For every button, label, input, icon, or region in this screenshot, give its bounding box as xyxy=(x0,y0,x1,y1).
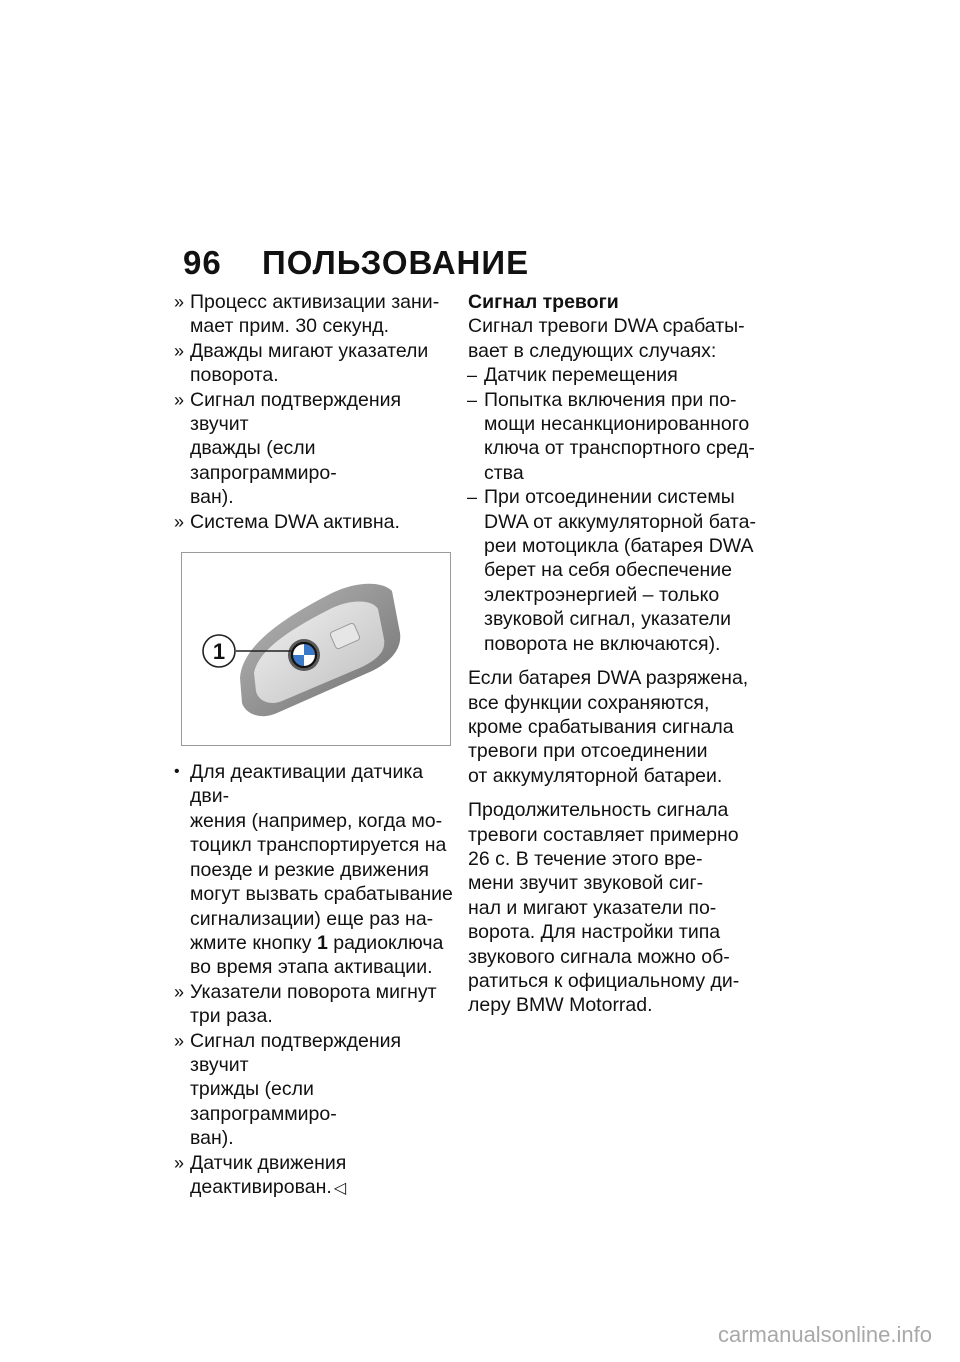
instruction-line: сигнализации) еще раз на- xyxy=(190,907,434,930)
instruction-line: поезде и резкие движения xyxy=(190,858,429,881)
list-item-line: ства xyxy=(484,461,524,484)
battery-paragraph xyxy=(468,666,768,788)
list-item-line: Дважды мигают указатели xyxy=(190,339,429,362)
list-item-line: поворота не включаются). xyxy=(484,632,721,655)
list-item-line: берет на себя обеспечение xyxy=(484,559,732,582)
list-item-line: Датчик перемещения xyxy=(484,364,678,387)
result-step xyxy=(174,1029,464,1151)
list-marker: » xyxy=(174,389,185,410)
list-item-line: трижды (если запрограммиро- xyxy=(190,1078,337,1125)
paragraph-line: 26 с. В течение этого вре- xyxy=(468,847,703,870)
list-marker: – xyxy=(467,365,478,386)
right-column xyxy=(468,290,768,1018)
deactivation-instruction xyxy=(174,760,464,980)
result-step xyxy=(174,290,464,339)
list-item-line: Указатели поворота мигнут xyxy=(190,980,437,1003)
instruction-line: Для деактивации датчика дви- xyxy=(190,761,424,808)
instruction-line: жения (например, когда мо- xyxy=(190,809,443,832)
list-item-line: Сигнал подтверждения звучит xyxy=(190,1029,402,1076)
key-fob-figure xyxy=(181,552,451,746)
intro-line: Сигнал тревоги DWA срабаты- xyxy=(468,315,745,338)
list-item-line: мает прим. 30 секунд. xyxy=(190,315,390,338)
list-item-line: Датчик движения xyxy=(190,1151,347,1174)
list-item-line: DWA от аккумуляторной бата- xyxy=(484,510,756,533)
list-marker: » xyxy=(174,340,185,361)
paragraph-line: ратиться к официальному ди- xyxy=(468,969,740,992)
list-item-line: Сигнал подтверждения звучит xyxy=(190,388,402,436)
list-item-line: При отсоединении системы xyxy=(484,486,735,509)
duration-paragraph xyxy=(468,798,768,1018)
alarm-case xyxy=(468,485,768,656)
paragraph-line: кроме срабатывания сигнала xyxy=(468,715,734,738)
list-marker: » xyxy=(174,1030,185,1051)
paragraph-line: от аккумуляторной батареи. xyxy=(468,764,723,787)
button-reference: 1 xyxy=(316,931,328,954)
bullet-marker: • xyxy=(174,763,180,781)
list-item-line: деактивирован. ◁ xyxy=(190,1175,347,1198)
list-marker: – xyxy=(467,389,478,410)
callout-label: 1 xyxy=(212,639,226,665)
list-marker: » xyxy=(174,511,185,532)
alarm-intro xyxy=(468,314,768,363)
paragraph-line: нал и мигают указатели по- xyxy=(468,896,717,919)
list-marker: » xyxy=(174,1152,185,1173)
paragraph-line: тревоги при отсоединении xyxy=(468,740,708,763)
result-step xyxy=(174,980,464,1029)
instruction-text xyxy=(190,760,464,931)
result-step xyxy=(174,388,464,510)
paragraph-line: звукового сигнала можно об- xyxy=(468,945,730,968)
left-column xyxy=(174,290,464,1201)
list-item-line: Попытка включения при по- xyxy=(484,388,737,411)
list-item-line: ван). xyxy=(190,1127,234,1150)
paragraph-line: ворота. Для настройки типа xyxy=(468,921,721,944)
list-item-line: мощи несанкционированного xyxy=(484,413,750,436)
page-title: ПОЛЬЗОВАНИЕ xyxy=(262,244,530,281)
alarm-cases-list xyxy=(468,363,768,656)
list-marker: – xyxy=(467,487,478,508)
instruction-button-line: жмите кнопку 1 радиоключа xyxy=(190,931,444,954)
list-marker: » xyxy=(174,981,185,1002)
end-of-section-icon: ◁ xyxy=(333,1179,347,1197)
list-item-line: Система DWA активна. xyxy=(190,510,400,533)
list-item-line: звуковой сигнал, указатели xyxy=(484,608,731,631)
list-item-line: дважды (если запрограммиро- xyxy=(190,437,337,484)
paragraph-line: тревоги составляет примерно xyxy=(468,823,739,846)
list-item-line: электроэнергией – только xyxy=(484,583,720,606)
intro-line: вает в следующих случаях: xyxy=(468,339,717,362)
list-item-line: реи мотоцикла (батарея DWA xyxy=(484,535,754,558)
paragraph-line: все функции сохраняются, xyxy=(468,691,710,714)
list-item-line: ван). xyxy=(190,486,234,509)
result-step xyxy=(174,1151,464,1202)
list-item-line: поворота. xyxy=(190,364,279,387)
instruction-line: могут вызвать срабатывание xyxy=(190,883,453,906)
list-item-line: ключа от транспортного сред- xyxy=(484,437,755,460)
list-item-line: три раза. xyxy=(190,1005,273,1028)
paragraph-line: мени звучит звуковой сиг- xyxy=(468,872,704,895)
page-number: 96 xyxy=(183,244,222,281)
watermark: carmanualsonline.info xyxy=(717,1322,932,1347)
activation-steps xyxy=(174,290,464,534)
list-item-line: Процесс активизации зани- xyxy=(190,291,440,313)
list-marker: » xyxy=(174,292,185,312)
instruction-last-line: во время этапа активации. xyxy=(190,956,433,979)
deactivation-steps xyxy=(174,980,464,1202)
alarm-case xyxy=(468,388,768,486)
paragraph-line: леру BMW Motorrad. xyxy=(468,994,653,1017)
result-step xyxy=(174,339,464,388)
alarm-case xyxy=(468,363,768,387)
paragraph-line: Продолжительность сигнала xyxy=(468,799,729,822)
section-heading: Сигнал тревоги xyxy=(468,291,619,313)
result-step xyxy=(174,510,464,534)
paragraph-line: Если батарея DWA разряжена, xyxy=(468,667,749,690)
instruction-line: тоцикл транспортируется на xyxy=(190,834,447,857)
bmw-key-fob-illustration xyxy=(182,553,450,745)
